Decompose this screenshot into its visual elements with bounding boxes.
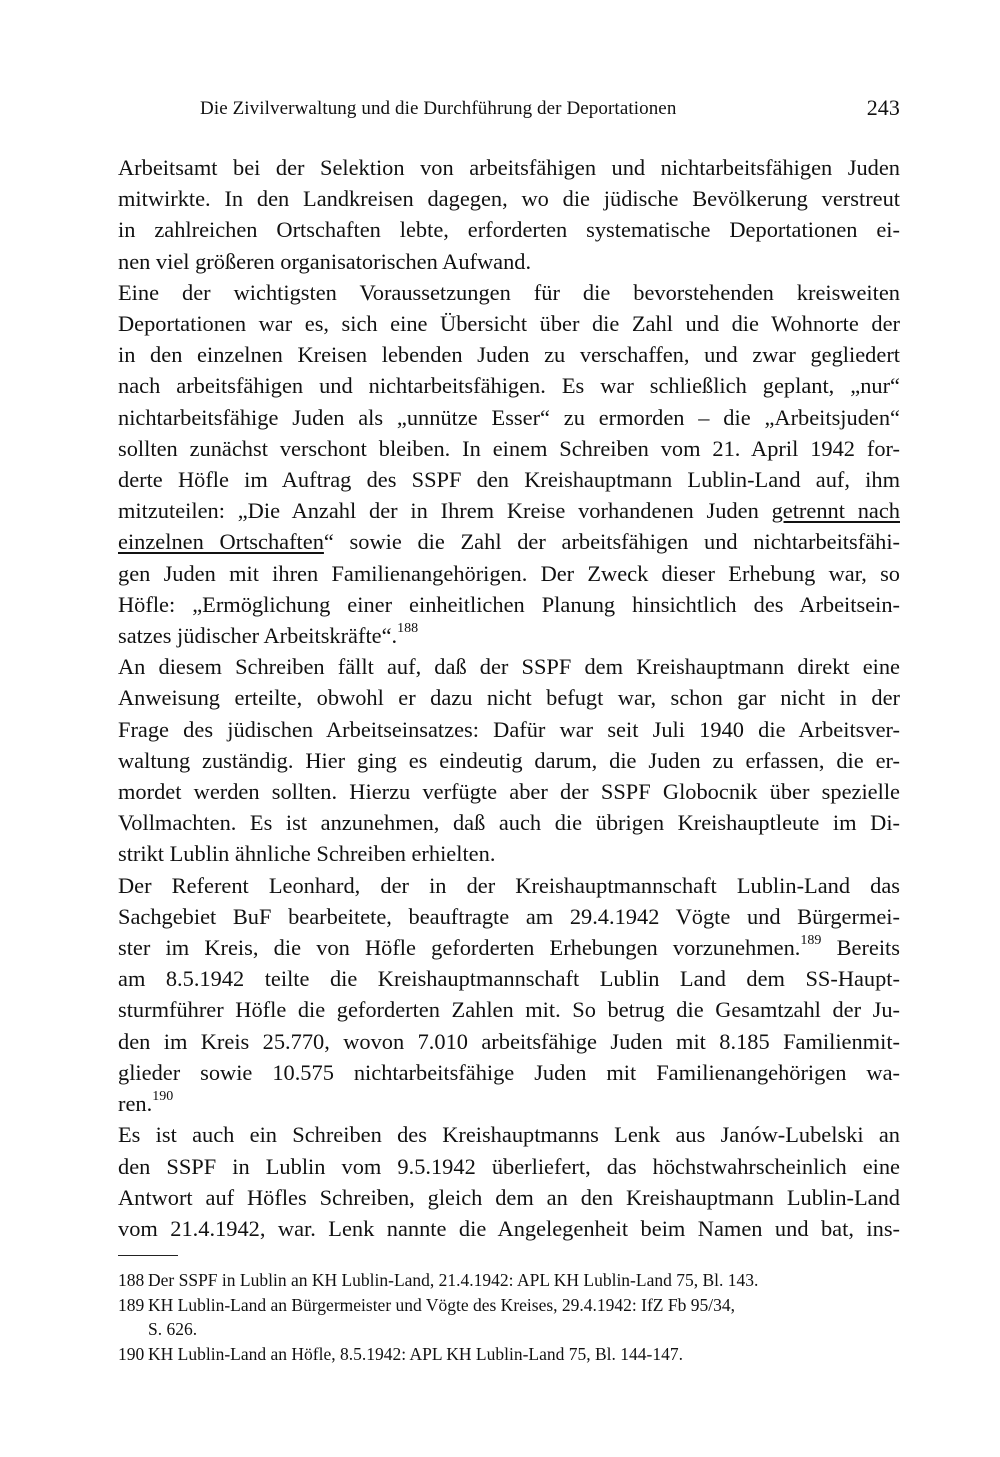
text-line: Arbeitsamt bei der Selektion von arbeitsfähigen und nichtarbeitsfähigen Juden — [118, 155, 900, 180]
footnote — [118, 1268, 900, 1293]
text-line: nach arbeitsfähigen und nichtarbeitsfähigen. Es war schließlich geplant, „nur“ — [118, 373, 900, 399]
text-segment: mitzuteilen: „Die Anzahl der in Ihrem Kreise vorhandenen Juden — [118, 498, 772, 524]
text-line: derte Höfle im Auftrag des SSPF den Kreishauptmann Lublin-Land auf, ihm — [118, 467, 900, 493]
text-segment: ster im Kreis, die von Höfle geforderten Erhebungen vorzunehmen. — [118, 935, 801, 961]
text-line: Frage des jüdischen Arbeitseinsatzes: Dafür war seit Juli 1940 die Arbeitsver- — [118, 716, 900, 742]
body-text — [118, 152, 900, 1244]
text-line: Antwort auf Höfles Schreiben, gleich dem an den Kreishauptmann Lublin-Land — [118, 1184, 900, 1210]
footnote-number: 189 — [118, 1294, 145, 1315]
text-line: An diesem Schreiben fällt auf, daß der SSPF dem Kreishauptmann direkt eine — [118, 654, 900, 680]
text-line: sollten zunächst verschont bleiben. In einem Schreiben vom 21. April 1942 for- — [118, 435, 900, 461]
paragraph — [118, 277, 900, 651]
running-header — [200, 95, 900, 128]
text-line: am 8.5.1942 teilte die Kreishauptmannschaft Lublin Land dem SS-Haupt- — [118, 966, 900, 992]
footnote-ref[interactable]: 189 — [800, 932, 822, 948]
text-line: den SSPF in Lublin vom 9.5.1942 überliefert, das höchstwahrscheinlich eine — [118, 1153, 900, 1179]
text-line — [118, 526, 900, 557]
running-title: Die Zivilverwaltung und die Durchführung der Deportationen — [200, 98, 677, 119]
footnote-divider — [118, 1255, 178, 1256]
paragraph — [118, 1119, 900, 1244]
text-line: Der Referent Leonhard, der in der Kreishauptmannschaft Lublin-Land das — [118, 872, 900, 898]
footnote-number: 190 — [118, 1343, 145, 1364]
footnote-ref[interactable]: 188 — [397, 620, 419, 636]
text-line — [118, 620, 900, 651]
footnote-number: 188 — [118, 1270, 145, 1290]
text-line — [118, 1088, 900, 1119]
text-line: Höfle: „Ermöglichung einer einheitlichen Planung hinsichtlich des Arbeitsein- — [118, 591, 900, 617]
text-line: mitwirkte. In den Landkreisen dagegen, wo die jüdische Bevölkerung verstreut — [118, 186, 900, 212]
paragraph — [118, 152, 900, 277]
text-line: waltung zuständig. Hier ging es eindeutig darum, die Juden zu erfassen, die er- — [118, 747, 900, 773]
footnote-text: Der SSPF in Lublin an KH Lublin-Land, 21.4.1942: APL KH Lublin-Land 75, Bl. 143. — [148, 1270, 759, 1290]
text-line: nichtarbeitsfähige Juden als „unnütze Esser“ zu ermorden – die „Arbeitsjuden“ — [118, 404, 900, 430]
paragraph — [118, 651, 900, 869]
text-line: vom 21.4.1942, war. Lenk nannte die Angelegenheit beim Namen und bat, ins- — [118, 1215, 900, 1241]
text-segment: “ sowie die Zahl der arbeitsfähigen und nichtarbeitsfähi- — [323, 529, 900, 555]
text-line: Anweisung erteilte, obwohl er dazu nicht befugt war, schon gar nicht in der — [118, 685, 900, 711]
text-line: sturmführer Höfle die geforderten Zahlen mit. So betrug die Gesamtzahl der Ju- — [118, 997, 900, 1023]
text-line — [118, 932, 900, 963]
underlined-text: getrennt nach — [771, 498, 900, 524]
page-number: 243 — [866, 95, 900, 120]
text-segment: satzes jüdischer Arbeitskräfte“. — [118, 623, 398, 649]
footnote — [118, 1342, 900, 1367]
underlined-text: einzelnen Ortschaften — [118, 529, 324, 555]
text-segment: Bereits — [821, 935, 900, 961]
footnote-text-continued: S. 626. — [148, 1319, 198, 1340]
footnote-ref[interactable]: 190 — [152, 1088, 174, 1104]
text-line: in zahlreichen Ortschaften lebte, erforderten systematische Deportationen ei- — [118, 217, 900, 243]
text-line: nen viel größeren organisatorischen Aufwand. — [118, 248, 532, 274]
text-line: Sachgebiet BuF bearbeitete, beauftragte am 29.4.1942 Vögte und Bürgermei- — [118, 903, 900, 929]
text-line: gen Juden mit ihren Familienangehörigen. Der Zweck dieser Erhebung war, so — [118, 560, 900, 586]
text-segment: ren. — [118, 1091, 153, 1117]
text-line: mordet werden sollten. Hierzu verfügte aber der SSPF Globocnik über spezielle — [118, 779, 900, 805]
footnote — [118, 1293, 900, 1342]
text-line: Es ist auch ein Schreiben des Kreishauptmanns Lenk aus Janów-Lubelski an — [118, 1122, 900, 1148]
footnotes — [118, 1268, 900, 1366]
text-line — [118, 495, 900, 526]
text-line: Deportationen war es, sich eine Übersicht über die Zahl und die Wohnorte der — [118, 311, 900, 337]
footnote-text: KH Lublin-Land an Bürgermeister und Vögte des Kreises, 29.4.1942: IfZ Fb 95/34, — [148, 1294, 735, 1315]
text-line: Vollmachten. Es ist anzunehmen, daß auch die übrigen Kreishauptleute im Di- — [118, 810, 900, 836]
footnote-text: KH Lublin-Land an Höfle, 8.5.1942: APL KH Lublin-Land 75, Bl. 144-147. — [148, 1343, 683, 1364]
text-line: glieder sowie 10.575 nichtarbeitsfähige Juden mit Familienangehörigen wa- — [118, 1059, 900, 1085]
text-line: strikt Lublin ähnliche Schreiben erhielten. — [118, 841, 496, 867]
text-line: in den einzelnen Kreisen lebenden Juden zu verschaffen, und zwar gegliedert — [118, 342, 900, 368]
text-line: Eine der wichtigsten Voraussetzungen für die bevorstehenden kreisweiten — [118, 279, 900, 305]
text-line: den im Kreis 25.770, wovon 7.010 arbeitsfähige Juden mit 8.185 Familienmit- — [118, 1028, 900, 1054]
paragraph — [118, 870, 900, 1120]
